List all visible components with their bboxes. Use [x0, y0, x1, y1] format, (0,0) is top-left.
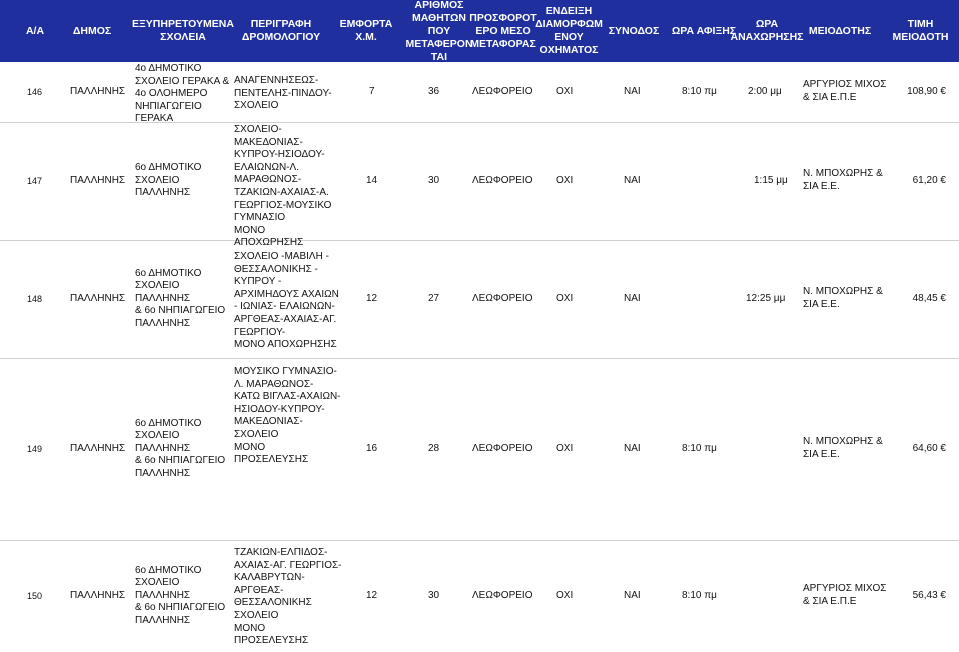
cell-students: 30 — [428, 174, 440, 186]
header-modification: ΕΝΔΕΙΞΗ ΔΙΑΜΟΡΦΩΜ ΕΝΟΥ ΟΧΗΜΑΤΟΣ — [535, 5, 603, 56]
cell-escort: ΝΑΙ — [624, 85, 641, 97]
cell-km: 12 — [366, 292, 378, 304]
header-schools: ΕΞΥΠΗΡΕΤΟΥΜΕΝΑ ΣΧΟΛΕΙΑ — [132, 18, 234, 43]
cell-price: 64,60 € — [912, 442, 946, 454]
cell-aa: 148 — [27, 293, 43, 304]
cell-contractor: Ν. ΜΠΟΧΩΡΗΣ & ΣΙΑ Ε.Ε. — [803, 286, 883, 310]
cell-km: 16 — [366, 442, 378, 454]
cell-students: 27 — [428, 292, 440, 304]
cell-modified: ΟΧΙ — [556, 174, 574, 186]
cell-arrival: 8:10 πμ — [682, 589, 717, 601]
cell-dimos: ΠΑΛΛΗΝΗΣ — [70, 174, 126, 186]
cell-modified: ΟΧΙ — [556, 292, 574, 304]
header-dimos: ΔΗΜΟΣ — [72, 24, 112, 37]
cell-aa: 146 — [27, 86, 43, 97]
cell-price: 61,20 € — [912, 174, 946, 186]
cell-modified: ΟΧΙ — [556, 442, 574, 454]
cell-dimos: ΠΑΛΛΗΝΗΣ — [70, 85, 126, 97]
cell-dimos: ΠΑΛΛΗΝΗΣ — [70, 292, 126, 304]
header-aa: Α/Α — [25, 24, 45, 37]
cell-escort: ΝΑΙ — [624, 174, 641, 186]
cell-aa: 149 — [27, 443, 43, 454]
header-escort: ΣΥΝΟΔΟΣ — [608, 24, 660, 37]
cell-arrival: 8:10 πμ — [682, 442, 717, 454]
cell-route: ΤΖΑΚΙΩΝ-ΕΛΠΙΔΟΣ- ΑΧΑΙΑΣ-ΑΓ. ΓΕΩΡΓΙΟΣ- ΚΑΛΑΒΡΥΤΩΝ- ΑΡΓΘΕΑΣ- ΘΕΣΣΑΛΟΝΙΚΗΣ ΣΧΟΛΕΙΟ ΜΟΝΟ ΠΡΟΣΕΛΕΥΣΗΣ — [234, 547, 342, 647]
cell-price: 108,90 € — [907, 85, 946, 97]
cell-vehicle: ΛΕΩΦΟΡΕΙΟ — [472, 174, 533, 186]
cell-km: 12 — [366, 589, 378, 601]
cell-route: ΜΟΥΣΙΚΟ ΓΥΜΝΑΣΙΟ- Λ. ΜΑΡΑΘΩΝΟΣ- ΚΑΤΩ ΒΙΓΛΑΣ-ΑΧΑΙΩΝ- ΗΣΙΟΔΟΥ-ΚΥΠΡΟΥ- ΜΑΚΕΔΟΝΙΑΣ- ΣΧΟΛΕΙΟ ΜΟΝΟ ΠΡΟΣΕΛΕΥΣΗΣ — [234, 366, 341, 466]
header-students: ΑΡΙΘΜΟΣ ΜΑΘΗΤΩΝ ΠΟΥ ΜΕΤΑΦΕΡΟΝ ΤΑΙ — [405, 0, 473, 63]
cell-km: 7 — [369, 85, 375, 97]
header-capacity: ΠΡΟΣΦΟΡΟΤ ΕΡΟ ΜΕΣΟ ΜΕΤΑΦΟΡΑΣ — [469, 11, 537, 50]
header-contractor: ΜΕΙΟΔΟΤΗΣ — [808, 24, 872, 37]
cell-departure: 12:25 μμ — [746, 292, 786, 304]
cell-contractor: ΑΡΓΥΡΙΟΣ ΜΙΧΟΣ & ΣΙΑ Ε.Π.Ε — [803, 583, 887, 607]
cell-departure: 2:00 μμ — [748, 85, 782, 97]
cell-km: 14 — [366, 174, 378, 186]
cell-departure: 1:15 μμ — [754, 174, 788, 186]
cell-contractor: Ν. ΜΠΟΧΩΡΗΣ & ΣΙΑ Ε.Ε. — [803, 436, 883, 460]
cell-schools: 6ο ΔΗΜΟΤΙΚΟ ΣΧΟΛΕΙΟ ΠΑΛΛΗΝΗΣ & 6ο ΝΗΠΙΑΓΩΓΕΙΟ ΠΑΛΛΗΝΗΣ — [135, 417, 226, 479]
header-departure: ΩΡΑ ΑΝΑΧΩΡΗΣΗΣ — [730, 18, 804, 43]
cell-schools: 4ο ΔΗΜΟΤΙΚΟ ΣΧΟΛΕΙΟ ΓΕΡΑΚΑ & 4ο ΟΛΟΗΜΕΡΟ ΝΗΠΙΑΓΩΓΕΙΟ ΓΕΡΑΚΑ — [135, 63, 230, 125]
cell-schools: 6ο ΔΗΜΟΤΙΚΟ ΣΧΟΛΕΙΟ ΠΑΛΛΗΝΗΣ & 6ο ΝΗΠΙΑΓΩΓΕΙΟ ΠΑΛΛΗΝΗΣ — [135, 564, 226, 626]
cell-contractor: ΑΡΓΥΡΙΟΣ ΜΙΧΟΣ & ΣΙΑ Ε.Π.Ε — [803, 79, 887, 103]
cell-vehicle: ΛΕΩΦΟΡΕΙΟ — [472, 85, 533, 97]
cell-dimos: ΠΑΛΛΗΝΗΣ — [70, 442, 126, 454]
cell-students: 30 — [428, 589, 440, 601]
cell-escort: ΝΑΙ — [624, 589, 641, 601]
cell-vehicle: ΛΕΩΦΟΡΕΙΟ — [472, 589, 533, 601]
header-price: ΤΙΜΗ ΜΕΙΟΔΟΤΗ — [892, 18, 949, 43]
header-arrival: ΩΡΑ ΑΦΙΞΗΣ — [671, 24, 737, 37]
cell-escort: ΝΑΙ — [624, 292, 641, 304]
cell-modified: ΟΧΙ — [556, 589, 574, 601]
cell-price: 48,45 € — [912, 292, 946, 304]
cell-price: 56,43 € — [912, 589, 946, 601]
cell-students: 36 — [428, 85, 440, 97]
cell-arrival: 8:10 πμ — [682, 85, 717, 97]
cell-dimos: ΠΑΛΛΗΝΗΣ — [70, 589, 126, 601]
table-header — [0, 0, 959, 62]
cell-vehicle: ΛΕΩΦΟΡΕΙΟ — [472, 292, 533, 304]
cell-aa: 147 — [27, 175, 43, 186]
cell-schools: 6ο ΔΗΜΟΤΙΚΟ ΣΧΟΛΕΙΟ ΠΑΛΛΗΝΗΣ — [135, 162, 202, 199]
cell-modified: ΟΧΙ — [556, 85, 574, 97]
header-route: ΠΕΡΙΓΡΑΦΗ ΔΡΟΜΟΛΟΓΙΟΥ — [241, 18, 321, 43]
header-km: ΕΜΦΟΡΤΑ Χ.Μ. — [339, 18, 393, 43]
cell-aa: 150 — [27, 590, 43, 601]
cell-route: ΑΝΑΓΕΝΝΗΣΕΩΣ- ΠΕΝΤΕΛΗΣ-ΠΙΝΔΟΥ- ΣΧΟΛΕΙΟ — [234, 75, 332, 112]
cell-route: ΣΧΟΛΕΙΟ -ΜΑΒΙΛΗ - ΘΕΣΣΑΛΟΝΙΚΗΣ - ΚΥΠΡΟΥ - ΑΡΧΙΜΗΔΟΥΣ ΑΧΑΙΩΝ - ΙΩΝΙΑΣ- ΕΛΑΙΩΝΩΝ- ΑΡΓΘΕΑΣ-ΑΧΑΙΑΣ-ΑΓ. ΓΕΩΡΓΙΟΥ- ΜΟΝΟ ΑΠΟΧΩΡΗΣΗΣ — [234, 251, 339, 351]
cell-route: ΣΧΟΛΕΙΟ- ΜΑΚΕΔΟΝΙΑΣ- ΚΥΠΡΟΥ-ΗΣΙΟΔΟΥ- ΕΛΑΙΩΝΩΝ-Λ. ΜΑΡΑΘΩΝΟΣ- ΤΖΑΚΙΩΝ-ΑΧΑΙΑΣ-Α. ΓΕΩΡΓΙΟΣ-ΜΟΥΣΙΚΟ ΓΥΜΝΑΣΙΟ ΜΟΝΟ ΑΠΟΧΩΡΗΣΗΣ — [234, 124, 332, 249]
cell-students: 28 — [428, 442, 440, 454]
cell-vehicle: ΛΕΩΦΟΡΕΙΟ — [472, 442, 533, 454]
cell-schools: 6ο ΔΗΜΟΤΙΚΟ ΣΧΟΛΕΙΟ ΠΑΛΛΗΝΗΣ & 6ο ΝΗΠΙΑΓΩΓΕΙΟ ΠΑΛΛΗΝΗΣ — [135, 267, 226, 329]
cell-contractor: Ν. ΜΠΟΧΩΡΗΣ & ΣΙΑ Ε.Ε. — [803, 168, 883, 192]
cell-escort: ΝΑΙ — [624, 442, 641, 454]
